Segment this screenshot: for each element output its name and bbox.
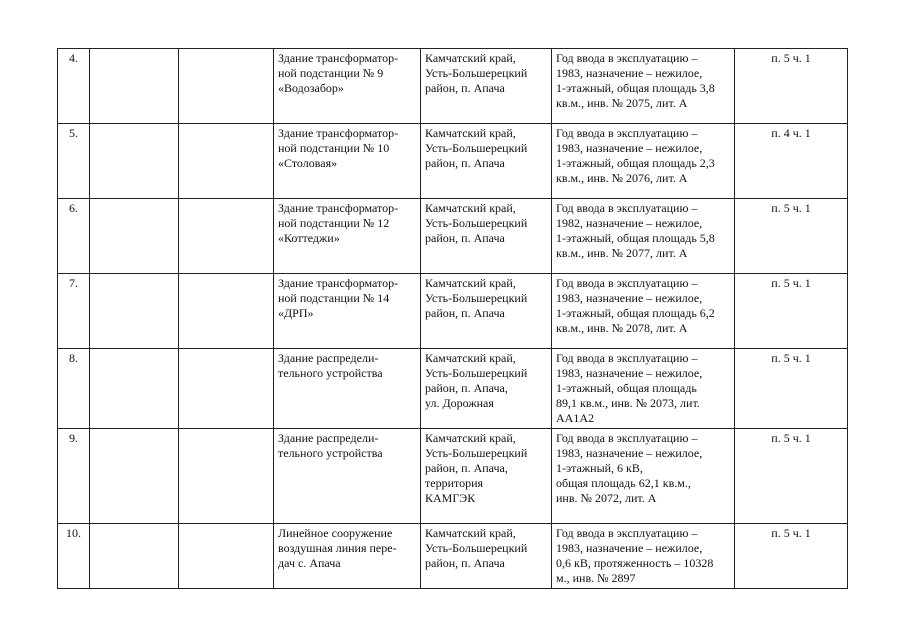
object-name-cell: Здание распредели- тельного устройства (274, 349, 421, 429)
empty-cell (90, 49, 179, 124)
empty-cell (90, 124, 179, 199)
description-cell: Год ввода в эксплуатацию – 1982, назначение – нежилое, 1-этажный, общая площадь 5,8 кв.м., инв. № 2077, лит. А (552, 199, 735, 274)
empty-cell (90, 429, 179, 524)
row-number-cell: 4. (58, 49, 90, 124)
table-body (58, 49, 848, 589)
table-row (58, 349, 848, 429)
description-cell: Год ввода в эксплуатацию – 1983, назначение – нежилое, 1-этажный, 6 кВ, общая площадь 62,1 кв.м., инв. № 2072, лит. А (552, 429, 735, 524)
empty-cell (90, 349, 179, 429)
object-name-cell: Линейное сооружение воздушная линия пере- дач с. Апача (274, 524, 421, 589)
description-cell: Год ввода в эксплуатацию – 1983, назначение – нежилое, 1-этажный, общая площадь 3,8 кв.м., инв. № 2075, лит. А (552, 49, 735, 124)
description-cell: Год ввода в эксплуатацию – 1983, назначение – нежилое, 0,6 кВ, протяженность – 10328 м., инв. № 2897 (552, 524, 735, 589)
table-row (58, 429, 848, 524)
address-cell: Камчатский край, Усть-Большерецкий район, п. Апача (421, 124, 552, 199)
object-name-cell: Здание распредели- тельного устройства (274, 429, 421, 524)
legal-reference-cell: п. 5 ч. 1 (735, 274, 848, 349)
row-number-cell: 6. (58, 199, 90, 274)
empty-cell (90, 524, 179, 589)
table-row (58, 524, 848, 589)
legal-reference-cell: п. 5 ч. 1 (735, 349, 848, 429)
empty-cell (90, 199, 179, 274)
object-name-cell: Здание трансформатор- ной подстанции № 12 «Коттеджи» (274, 199, 421, 274)
address-cell: Камчатский край, Усть-Большерецкий район, п. Апача (421, 49, 552, 124)
table-row (58, 274, 848, 349)
row-number-cell: 5. (58, 124, 90, 199)
empty-cell (179, 429, 274, 524)
table-row (58, 199, 848, 274)
description-cell: Год ввода в эксплуатацию – 1983, назначение – нежилое, 1-этажный, общая площадь 89,1 кв.м., инв. № 2073, лит. АА1А2 (552, 349, 735, 429)
table-row (58, 124, 848, 199)
legal-reference-cell: п. 4 ч. 1 (735, 124, 848, 199)
empty-cell (179, 524, 274, 589)
legal-reference-cell: п. 5 ч. 1 (735, 49, 848, 124)
row-number-cell: 10. (58, 524, 90, 589)
empty-cell (179, 274, 274, 349)
address-cell: Камчатский край, Усть-Большерецкий район, п. Апача, территория КАМГЭК (421, 429, 552, 524)
empty-cell (90, 274, 179, 349)
object-name-cell: Здание трансформатор- ной подстанции № 14 «ДРП» (274, 274, 421, 349)
address-cell: Камчатский край, Усть-Большерецкий район, п. Апача (421, 274, 552, 349)
row-number-cell: 9. (58, 429, 90, 524)
legal-reference-cell: п. 5 ч. 1 (735, 524, 848, 589)
description-cell: Год ввода в эксплуатацию – 1983, назначение – нежилое, 1-этажный, общая площадь 2,3 кв.м., инв. № 2076, лит. А (552, 124, 735, 199)
legal-reference-cell: п. 5 ч. 1 (735, 199, 848, 274)
address-cell: Камчатский край, Усть-Большерецкий район, п. Апача (421, 524, 552, 589)
description-cell: Год ввода в эксплуатацию – 1983, назначение – нежилое, 1-этажный, общая площадь 6,2 кв.м., инв. № 2078, лит. А (552, 274, 735, 349)
table-row (58, 49, 848, 124)
row-number-cell: 8. (58, 349, 90, 429)
empty-cell (179, 124, 274, 199)
object-name-cell: Здание трансформатор- ной подстанции № 10 «Столовая» (274, 124, 421, 199)
legal-reference-cell: п. 5 ч. 1 (735, 429, 848, 524)
row-number-cell: 7. (58, 274, 90, 349)
empty-cell (179, 49, 274, 124)
empty-cell (179, 199, 274, 274)
address-cell: Камчатский край, Усть-Большерецкий район, п. Апача, ул. Дорожная (421, 349, 552, 429)
property-registry-table (57, 48, 848, 589)
object-name-cell: Здание трансформатор- ной подстанции № 9 «Водозабор» (274, 49, 421, 124)
empty-cell (179, 349, 274, 429)
address-cell: Камчатский край, Усть-Большерецкий район, п. Апача (421, 199, 552, 274)
